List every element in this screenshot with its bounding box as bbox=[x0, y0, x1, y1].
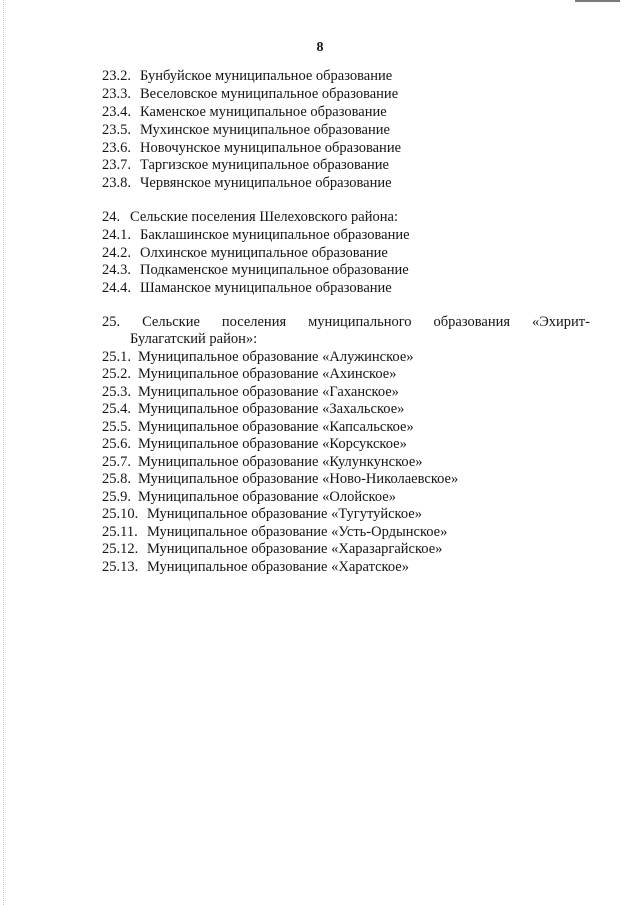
item-number: 25.4. bbox=[102, 401, 131, 417]
list-item bbox=[102, 140, 401, 157]
list-item bbox=[102, 86, 398, 103]
item-text: Шаманское муниципальное образование bbox=[140, 280, 392, 296]
item-number: 25.3. bbox=[102, 384, 131, 400]
item-number: 25.9. bbox=[102, 489, 131, 505]
item-text: Веселовское муниципальное образование bbox=[140, 86, 399, 102]
item-number: 25.8. bbox=[102, 471, 131, 487]
item-text: Подкаменское муниципальное образование bbox=[140, 262, 409, 278]
item-text: Каменское муниципальное образование bbox=[140, 104, 387, 120]
item-text: Муниципальное образование «Капсальское» bbox=[138, 419, 414, 435]
item-number: 23.5. bbox=[102, 122, 131, 138]
item-text: Муниципальное образование «Усть-Ордынское» bbox=[147, 524, 448, 540]
item-number: 25.12. bbox=[102, 541, 139, 557]
section-heading bbox=[102, 209, 398, 226]
item-number: 24.3. bbox=[102, 262, 131, 278]
item-text: Муниципальное образование «Ново-Николаевское» bbox=[138, 471, 459, 487]
list-item bbox=[102, 227, 410, 244]
item-text: Муниципальное образование «Алужинское» bbox=[138, 349, 414, 365]
scan-top-mark bbox=[575, 0, 620, 2]
list-item bbox=[102, 559, 409, 576]
item-text: Таргизское муниципальное образование bbox=[140, 157, 389, 173]
item-text: Муниципальное образование «Ахинское» bbox=[138, 366, 397, 382]
item-text: Червянское муниципальное образование bbox=[140, 175, 392, 191]
item-number: 23.7. bbox=[102, 157, 131, 173]
item-number: 23.4. bbox=[102, 104, 131, 120]
list-item bbox=[102, 104, 387, 121]
list-item bbox=[102, 175, 392, 192]
list-item bbox=[102, 489, 396, 506]
item-number: 23.2. bbox=[102, 68, 131, 84]
item-number: 24.2. bbox=[102, 245, 131, 261]
item-text: Муниципальное образование «Тугутуйское» bbox=[147, 506, 422, 522]
item-text: Муниципальное образование «Олойское» bbox=[138, 489, 396, 505]
item-number: 25.11. bbox=[102, 524, 138, 540]
item-number: 23.8. bbox=[102, 175, 131, 191]
heading-word: поселения bbox=[221, 314, 287, 330]
list-item bbox=[102, 541, 442, 558]
list-item bbox=[102, 349, 414, 366]
scan-left-edge bbox=[3, 0, 4, 905]
page-number: 8 bbox=[316, 40, 324, 55]
heading-word: Сельские bbox=[142, 314, 200, 330]
item-text: Баклашинское муниципальное образование bbox=[140, 227, 410, 243]
section-heading bbox=[102, 314, 590, 331]
item-number: 23.6. bbox=[102, 140, 131, 156]
list-item bbox=[102, 157, 389, 174]
list-item bbox=[102, 401, 404, 418]
item-text: Муниципальное образование «Харатское» bbox=[147, 559, 409, 575]
list-item bbox=[102, 280, 392, 297]
item-text: Новочунское муниципальное образование bbox=[140, 140, 402, 156]
item-number: 24.4. bbox=[102, 280, 131, 296]
list-item bbox=[102, 454, 423, 471]
item-number: 25.2. bbox=[102, 366, 131, 382]
list-item bbox=[102, 384, 399, 401]
item-text: Мухинское муниципальное образование bbox=[140, 122, 390, 138]
item-text: Муниципальное образование «Гаханское» bbox=[138, 384, 399, 400]
list-item bbox=[102, 471, 458, 488]
list-item bbox=[102, 436, 407, 453]
heading-word: «Эхирит- bbox=[531, 314, 590, 330]
item-number: 25.13. bbox=[102, 559, 139, 575]
item-text: Олхинское муниципальное образование bbox=[140, 245, 388, 261]
list-item bbox=[102, 122, 390, 139]
item-text: Муниципальное образование «Корсукское» bbox=[138, 436, 407, 452]
item-text: Бунбуйское муниципальное образование bbox=[140, 68, 393, 84]
item-number: 24.1. bbox=[102, 227, 131, 243]
heading-number: 25. bbox=[102, 314, 121, 330]
list-item bbox=[102, 419, 414, 436]
item-number: 25.6. bbox=[102, 436, 131, 452]
heading-number: 24. bbox=[102, 209, 121, 225]
list-item bbox=[102, 245, 388, 262]
heading-text: Сельские поселения Шелеховского района: bbox=[130, 209, 398, 225]
list-item bbox=[102, 68, 392, 85]
heading-word: муниципального bbox=[308, 314, 412, 330]
item-number: 25.1. bbox=[102, 349, 131, 365]
list-item bbox=[102, 524, 447, 541]
section-heading-continuation: Булагатский район»: bbox=[130, 331, 258, 347]
heading-word: образования bbox=[433, 314, 511, 330]
list-item bbox=[102, 366, 396, 383]
item-number: 25.7. bbox=[102, 454, 131, 470]
item-text: Муниципальное образование «Кулункунское» bbox=[138, 454, 423, 470]
item-text: Муниципальное образование «Харазаргайское» bbox=[147, 541, 443, 557]
item-number: 25.5. bbox=[102, 419, 131, 435]
item-text: Муниципальное образование «Захальское» bbox=[138, 401, 405, 417]
item-number: 23.3. bbox=[102, 86, 131, 102]
item-number: 25.10. bbox=[102, 506, 139, 522]
list-item bbox=[102, 506, 422, 523]
list-item bbox=[102, 262, 409, 279]
